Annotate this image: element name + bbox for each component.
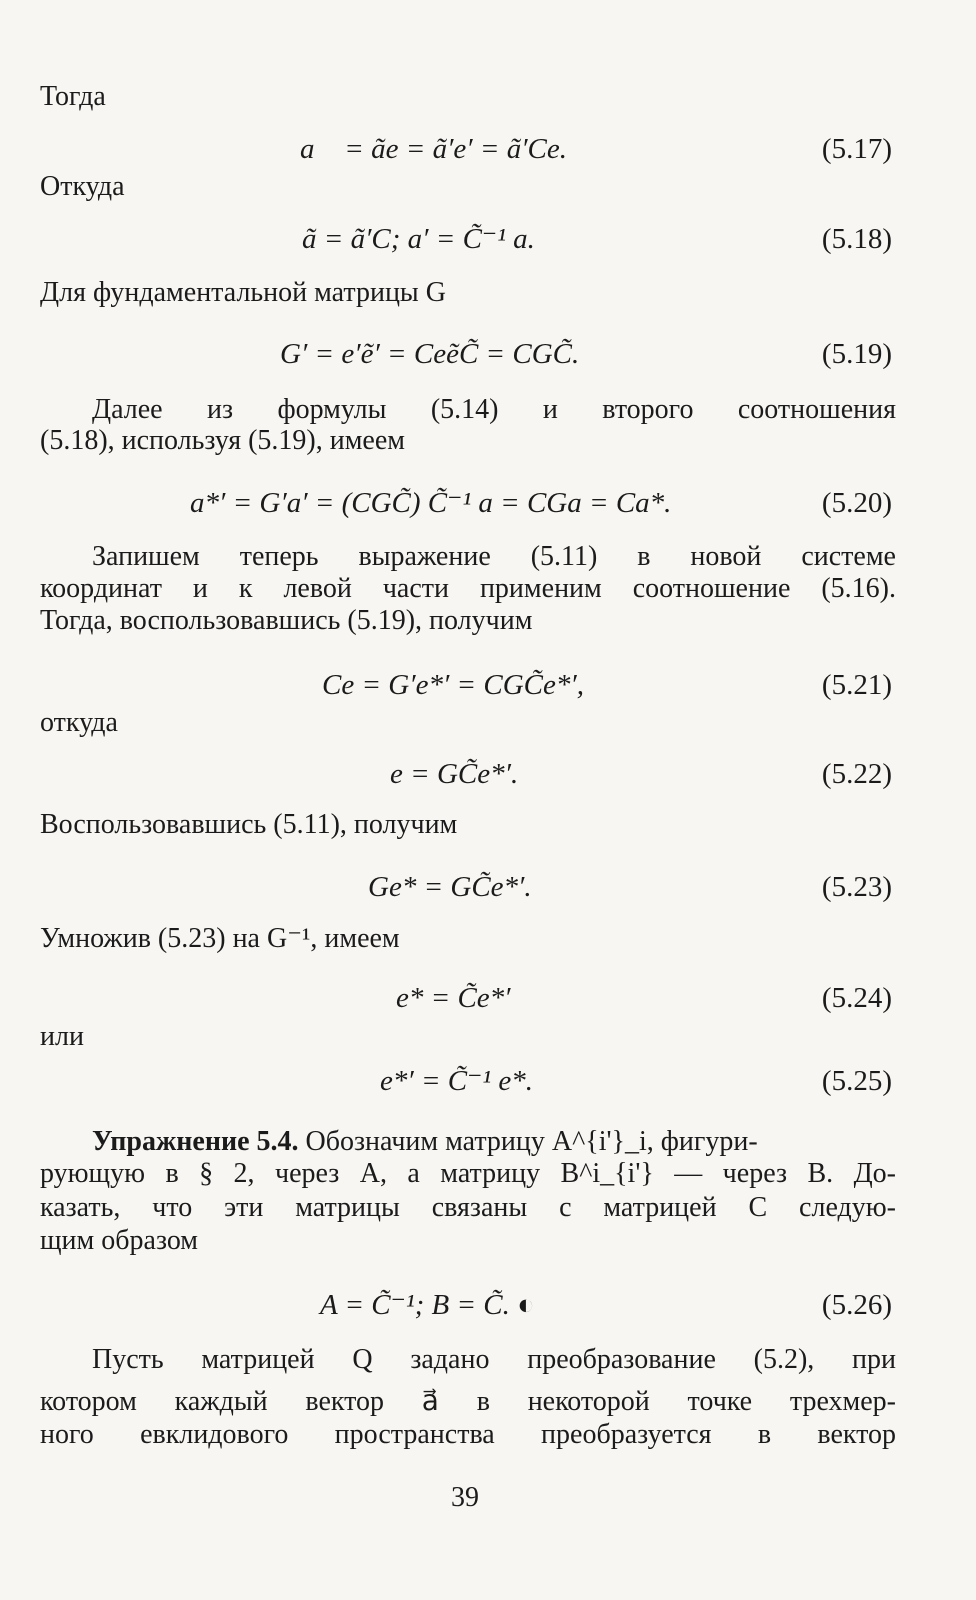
equation-number: (5.25) [821, 1065, 892, 1097]
text-line: Для фундаментальной матрицы G [40, 277, 446, 308]
exercise-line: щим образом [40, 1225, 199, 1256]
exercise-title: Упражнение 5.4. [92, 1126, 299, 1157]
text-line: Воспользовавшись (5.11), получим [40, 809, 458, 840]
equation-number: (5.19) [821, 338, 892, 370]
exercise-line: рующую в § 2, через A, а матрицу B^i_{i'} — через B. До- [40, 1158, 896, 1189]
equation: a⃗ = ãe = ã′e′ = ã′Ce. [300, 133, 568, 165]
equation-number: (5.20) [821, 487, 892, 519]
equation: Ce = G′e*′ = CGC̃e*′, [322, 669, 584, 701]
text-line: Умножив (5.23) на G⁻¹, имеем [40, 923, 400, 954]
equation: e = GC̃e*′. [390, 758, 519, 790]
text-line: (5.18), используя (5.19), имеем [40, 425, 405, 456]
equation-number: (5.17) [821, 133, 892, 165]
text-line: котором каждый вектор a⃗ в некоторой точке трехмер- [40, 1386, 896, 1417]
equation-number: (5.21) [821, 669, 892, 701]
equation: e*′ = C̃⁻¹ e*. [380, 1065, 534, 1097]
equation: G′ = e′ẽ′ = CeẽC̃ = CGC̃. [280, 338, 580, 370]
equation: e* = C̃e*′ [396, 982, 511, 1014]
exercise-text: Обозначим матрицу A^{i'}_i, фигури- [305, 1126, 758, 1157]
text-line: откуда [40, 707, 118, 738]
equation: ã = ã′C; a′ = C̃⁻¹ a. [302, 223, 535, 255]
text-line: Пусть матрицей Q задано преобразование (5.2), при [92, 1344, 896, 1375]
equation-number: (5.26) [821, 1289, 892, 1321]
equation: a*′ = G′a′ = (CGC̃) C̃⁻¹ a = CGa = Ca*. [190, 487, 672, 519]
text-line: или [40, 1021, 84, 1052]
exercise-line: казать, что эти матрицы связаны с матрицей C следую- [40, 1192, 896, 1223]
equation-number: (5.18) [821, 223, 892, 255]
text-line: Откуда [40, 171, 125, 202]
equation-number: (5.23) [821, 871, 892, 903]
text-line: ного евклидового пространства преобразуется в вектор [40, 1419, 896, 1450]
equation-number: (5.24) [821, 982, 892, 1014]
text-line: Запишем теперь выражение (5.11) в новой системе [92, 541, 896, 572]
text-line: координат и к левой части применим соотношение (5.16). [40, 573, 896, 604]
exercise-line [92, 1125, 896, 1159]
page-number: 39 [451, 1482, 479, 1513]
equation: A = C̃⁻¹; B = C̃. ◐ [320, 1289, 535, 1321]
equation-number: (5.22) [821, 758, 892, 790]
text-line: Тогда, воспользовавшись (5.19), получим [40, 605, 533, 636]
equation: Ge* = GC̃e*′. [368, 871, 532, 903]
text-line: Далее из формулы (5.14) и второго соотношения [92, 394, 896, 425]
text-line: Тогда [40, 81, 106, 112]
